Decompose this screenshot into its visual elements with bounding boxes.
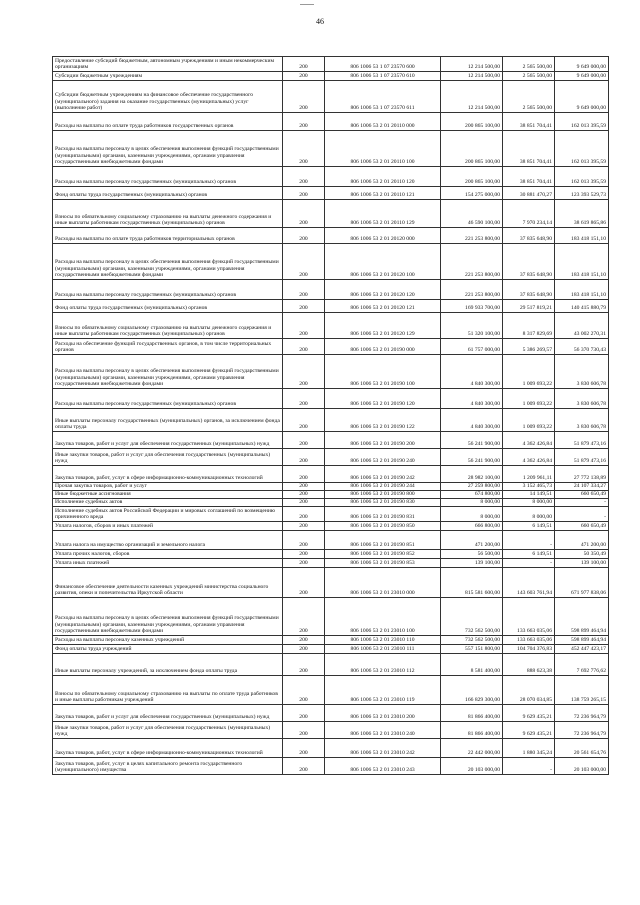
row-executed-amount-cell: 7 970 234,14: [503, 200, 555, 228]
row-classification-code-cell: 806 1006 53 2 01 20190 800: [325, 491, 441, 499]
row-unexecuted-amount-cell: 138 759 265,15: [555, 676, 609, 705]
row-approved-amount-cell: 20 103 000,00: [441, 758, 503, 775]
row-name-cell: Расходы на выплаты персоналу государственных (муниципальных) органов: [53, 280, 283, 300]
row-executed-amount-cell: 1 880 345,24: [503, 739, 555, 758]
table-row: [53, 313, 609, 339]
row-name-cell: Уплата иных платежей: [53, 559, 283, 568]
row-name-cell: Закупка товаров, работ и услуг для обеспечения государственных (муниципальных) нужд: [53, 705, 283, 722]
row-classification-code-cell: 806 1006 53 2 01 20120 000: [325, 228, 441, 244]
row-unexecuted-amount-cell: 660 650,49: [555, 522, 609, 531]
table-row: [53, 568, 609, 598]
row-approved-amount-cell: 471 200,00: [441, 531, 503, 550]
row-admin-code-cell: 200: [283, 550, 325, 559]
row-unexecuted-amount-cell: 50 350,49: [555, 550, 609, 559]
row-executed-amount-cell: 38 851 704,41: [503, 131, 555, 167]
row-unexecuted-amount-cell: 183 418 151,10: [555, 228, 609, 244]
row-admin-code-cell: 200: [283, 113, 325, 131]
table-row: [53, 131, 609, 167]
row-classification-code-cell: 806 1006 53 2 01 20190 852: [325, 550, 441, 559]
row-name-cell: Фонд оплаты труда государственных (муниципальных) органов: [53, 300, 283, 313]
row-approved-amount-cell: 166 829 300,00: [441, 676, 503, 705]
row-admin-code-cell: 200: [283, 244, 325, 280]
row-admin-code-cell: 200: [283, 389, 325, 409]
row-admin-code-cell: 200: [283, 598, 325, 636]
row-unexecuted-amount-cell: 72 236 964,79: [555, 722, 609, 739]
row-executed-amount-cell: 2 565 500,00: [503, 72, 555, 81]
row-unexecuted-amount-cell: 162 013 395,59: [555, 113, 609, 131]
row-approved-amount-cell: 169 933 700,00: [441, 300, 503, 313]
row-executed-amount-cell: 8 317 829,69: [503, 313, 555, 339]
row-admin-code-cell: 200: [283, 280, 325, 300]
row-executed-amount-cell: 4 362 426,84: [503, 432, 555, 449]
row-name-cell: Иные закупки товаров, работ и услуг для обеспечения государственных (муниципальных) нужд: [53, 449, 283, 466]
row-executed-amount-cell: 133 663 035,06: [503, 598, 555, 636]
table-row: [53, 507, 609, 522]
row-approved-amount-cell: 8 581 400,00: [441, 654, 503, 676]
row-classification-code-cell: 806 1006 53 2 01 20110 100: [325, 131, 441, 167]
row-executed-amount-cell: 38 851 704,41: [503, 167, 555, 187]
row-name-cell: Расходы на выплаты персоналу в целях обеспечения выполнения функций государственными (муниципальными) органами, казенными учреждениями, органами управления государственными внебюджетными фондами: [53, 598, 283, 636]
budget-table-body: [53, 57, 609, 775]
row-executed-amount-cell: -: [503, 559, 555, 568]
row-unexecuted-amount-cell: 43 002 270,31: [555, 313, 609, 339]
row-admin-code-cell: 200: [283, 645, 325, 654]
row-unexecuted-amount-cell: 3 830 606,78: [555, 409, 609, 432]
row-executed-amount-cell: 38 851 704,41: [503, 113, 555, 131]
row-executed-amount-cell: 8 000,00: [503, 499, 555, 507]
row-classification-code-cell: 806 1006 53 2 01 20190 242: [325, 466, 441, 483]
row-classification-code-cell: 806 1006 53 2 01 20190 200: [325, 432, 441, 449]
row-name-cell: Закупка товаров, работ, услуг в сфере информационно-коммуникационных технологий: [53, 466, 283, 483]
table-row: [53, 187, 609, 200]
row-approved-amount-cell: 666 800,00: [441, 522, 503, 531]
row-approved-amount-cell: 56 500,00: [441, 550, 503, 559]
row-admin-code-cell: 200: [283, 339, 325, 355]
table-row: [53, 300, 609, 313]
row-admin-code-cell: 200: [283, 491, 325, 499]
row-executed-amount-cell: 9 629 435,21: [503, 705, 555, 722]
row-admin-code-cell: 200: [283, 676, 325, 705]
row-unexecuted-amount-cell: 3 830 606,78: [555, 389, 609, 409]
table-row: [53, 200, 609, 228]
row-admin-code-cell: 200: [283, 300, 325, 313]
row-name-cell: Финансовое обеспечение деятельности казенных учреждений министерства социального развития, опеки и попечительства Иркутской области: [53, 568, 283, 598]
row-approved-amount-cell: 221 253 800,00: [441, 280, 503, 300]
row-name-cell: Взносы по обязательному социальному страхованию на выплаты денежного содержания и иные выплаты работникам государственных (муниципальных) органов: [53, 313, 283, 339]
row-name-cell: Взносы по обязательному социальному страхованию на выплаты по оплате труда работников и иные выплаты работникам учреждений: [53, 676, 283, 705]
row-classification-code-cell: 806 1006 53 2 01 23010 111: [325, 645, 441, 654]
row-classification-code-cell: 806 1006 53 2 01 20110 129: [325, 200, 441, 228]
row-name-cell: Исполнение судебных актов: [53, 499, 283, 507]
row-approved-amount-cell: 81 866 400,00: [441, 722, 503, 739]
row-admin-code-cell: 200: [283, 466, 325, 483]
row-admin-code-cell: 200: [283, 722, 325, 739]
table-row: [53, 522, 609, 531]
table-row: [53, 559, 609, 568]
row-executed-amount-cell: -: [503, 758, 555, 775]
row-classification-code-cell: 806 1006 53 2 01 20190 120: [325, 389, 441, 409]
row-classification-code-cell: 806 1006 53 2 01 20190 851: [325, 531, 441, 550]
row-admin-code-cell: 200: [283, 507, 325, 522]
row-approved-amount-cell: 139 100,00: [441, 559, 503, 568]
table-row: [53, 57, 609, 72]
row-executed-amount-cell: 28 070 034,85: [503, 676, 555, 705]
row-admin-code-cell: 200: [283, 72, 325, 81]
row-classification-code-cell: 806 1006 53 1 07 23570 611: [325, 81, 441, 113]
row-unexecuted-amount-cell: 162 013 395,59: [555, 131, 609, 167]
row-unexecuted-amount-cell: 183 418 151,10: [555, 280, 609, 300]
row-unexecuted-amount-cell: 9 649 000,00: [555, 72, 609, 81]
row-approved-amount-cell: 200 865 100,00: [441, 167, 503, 187]
row-executed-amount-cell: 5 386 269,57: [503, 339, 555, 355]
row-executed-amount-cell: 888 623,38: [503, 654, 555, 676]
table-row: [53, 167, 609, 187]
row-executed-amount-cell: 143 603 761,94: [503, 568, 555, 598]
row-executed-amount-cell: 1 009 693,22: [503, 409, 555, 432]
row-name-cell: Фонд оплаты труда государственных (муниципальных) органов: [53, 187, 283, 200]
row-approved-amount-cell: 674 800,00: [441, 491, 503, 499]
row-name-cell: Иные бюджетные ассигнования: [53, 491, 283, 499]
row-admin-code-cell: 200: [283, 449, 325, 466]
row-classification-code-cell: 806 1006 53 2 01 23010 100: [325, 598, 441, 636]
row-executed-amount-cell: 4 362 426,84: [503, 449, 555, 466]
row-executed-amount-cell: 6 149,51: [503, 522, 555, 531]
table-row: [53, 636, 609, 645]
row-executed-amount-cell: 37 835 648,90: [503, 244, 555, 280]
row-executed-amount-cell: 30 881 470,27: [503, 187, 555, 200]
row-admin-code-cell: 200: [283, 758, 325, 775]
row-executed-amount-cell: 133 663 035,06: [503, 636, 555, 645]
row-classification-code-cell: 806 1006 53 2 01 20190 853: [325, 559, 441, 568]
row-approved-amount-cell: 4 840 300,00: [441, 409, 503, 432]
row-classification-code-cell: 806 1006 53 2 01 20190 244: [325, 483, 441, 491]
row-name-cell: Субсидии бюджетным учреждениям: [53, 72, 283, 81]
row-classification-code-cell: 806 1006 53 2 01 20190 122: [325, 409, 441, 432]
row-admin-code-cell: 200: [283, 432, 325, 449]
table-row: [53, 491, 609, 499]
table-row: [53, 389, 609, 409]
row-admin-code-cell: 200: [283, 81, 325, 113]
table-row: [53, 228, 609, 244]
row-classification-code-cell: 806 1006 53 2 01 20110 121: [325, 187, 441, 200]
row-approved-amount-cell: 8 000,00: [441, 499, 503, 507]
row-classification-code-cell: 806 1006 53 2 01 20120 100: [325, 244, 441, 280]
row-unexecuted-amount-cell: 20 561 654,76: [555, 739, 609, 758]
row-approved-amount-cell: 732 562 500,00: [441, 598, 503, 636]
row-classification-code-cell: 806 1006 53 1 07 23570 600: [325, 57, 441, 72]
row-classification-code-cell: 806 1006 53 2 01 20190 831: [325, 507, 441, 522]
row-name-cell: Расходы на выплаты по оплате труда работников территориальных органов: [53, 228, 283, 244]
row-unexecuted-amount-cell: 3 830 606,78: [555, 355, 609, 389]
row-approved-amount-cell: 221 253 800,00: [441, 228, 503, 244]
row-executed-amount-cell: 9 629 435,21: [503, 722, 555, 739]
row-name-cell: Исполнение судебных актов Российской Федерации и мировых соглашений по возмещению причиненного вреда: [53, 507, 283, 522]
row-executed-amount-cell: 14 149,51: [503, 491, 555, 499]
table-row: [53, 280, 609, 300]
row-classification-code-cell: 806 1006 53 2 01 23010 112: [325, 654, 441, 676]
row-classification-code-cell: 806 1006 53 2 01 20110 120: [325, 167, 441, 187]
row-admin-code-cell: 200: [283, 636, 325, 645]
row-executed-amount-cell: 6 149,51: [503, 550, 555, 559]
table-row: [53, 739, 609, 758]
row-approved-amount-cell: 221 253 800,00: [441, 244, 503, 280]
row-name-cell: Расходы на выплаты персоналу государственных (муниципальных) органов: [53, 167, 283, 187]
row-unexecuted-amount-cell: 9 649 000,00: [555, 57, 609, 72]
row-approved-amount-cell: 56 241 900,00: [441, 432, 503, 449]
row-name-cell: Расходы на выплаты по оплате труда работников государственных органов: [53, 113, 283, 131]
row-classification-code-cell: 806 1006 53 2 01 20190 240: [325, 449, 441, 466]
row-executed-amount-cell: 104 704 376,83: [503, 645, 555, 654]
row-unexecuted-amount-cell: 38 619 865,86: [555, 200, 609, 228]
row-approved-amount-cell: 46 590 100,00: [441, 200, 503, 228]
table-row: [53, 722, 609, 739]
row-admin-code-cell: 200: [283, 568, 325, 598]
table-row: [53, 449, 609, 466]
row-unexecuted-amount-cell: 56 370 730,43: [555, 339, 609, 355]
row-executed-amount-cell: 1 009 693,22: [503, 389, 555, 409]
row-classification-code-cell: 806 1006 53 2 01 20190 850: [325, 522, 441, 531]
row-unexecuted-amount-cell: 123 393 529,73: [555, 187, 609, 200]
table-row: [53, 499, 609, 507]
row-classification-code-cell: 806 1006 53 2 01 23010 110: [325, 636, 441, 645]
table-row: [53, 355, 609, 389]
row-classification-code-cell: 806 1006 53 2 01 23010 242: [325, 739, 441, 758]
row-unexecuted-amount-cell: -: [555, 499, 609, 507]
row-unexecuted-amount-cell: -: [555, 507, 609, 522]
table-row: [53, 339, 609, 355]
row-unexecuted-amount-cell: 139 100,00: [555, 559, 609, 568]
row-unexecuted-amount-cell: 7 692 776,62: [555, 654, 609, 676]
row-unexecuted-amount-cell: 51 879 473,16: [555, 432, 609, 449]
table-row: [53, 598, 609, 636]
row-classification-code-cell: 806 1006 53 1 07 23570 610: [325, 72, 441, 81]
row-classification-code-cell: 806 1006 53 2 01 23010 200: [325, 705, 441, 722]
row-unexecuted-amount-cell: 162 013 395,59: [555, 167, 609, 187]
row-name-cell: Иные закупки товаров, работ и услуг для обеспечения государственных (муниципальных) нужд: [53, 722, 283, 739]
row-admin-code-cell: 200: [283, 499, 325, 507]
row-classification-code-cell: 806 1006 53 2 01 20120 129: [325, 313, 441, 339]
row-approved-amount-cell: 12 214 500,00: [441, 57, 503, 72]
row-name-cell: Предоставление субсидий бюджетным, автономным учреждениям и иным некоммерческим организациям: [53, 57, 283, 72]
table-row: [53, 81, 609, 113]
row-unexecuted-amount-cell: 660 650,49: [555, 491, 609, 499]
row-admin-code-cell: 200: [283, 131, 325, 167]
row-classification-code-cell: 806 1006 53 2 01 20190 100: [325, 355, 441, 389]
row-approved-amount-cell: 154 275 000,00: [441, 187, 503, 200]
row-admin-code-cell: 200: [283, 654, 325, 676]
row-name-cell: Закупка товаров, работ, услуг в сфере информационно-коммуникационных технологий: [53, 739, 283, 758]
row-executed-amount-cell: 29 517 819,21: [503, 300, 555, 313]
row-unexecuted-amount-cell: 27 772 138,89: [555, 466, 609, 483]
row-classification-code-cell: 806 1006 53 2 01 20190 000: [325, 339, 441, 355]
table-row: [53, 758, 609, 775]
row-admin-code-cell: 200: [283, 483, 325, 491]
row-executed-amount-cell: 2 565 500,00: [503, 57, 555, 72]
row-admin-code-cell: 200: [283, 200, 325, 228]
row-name-cell: Расходы на выплаты персоналу государственных (муниципальных) органов: [53, 389, 283, 409]
budget-table: [52, 56, 609, 775]
row-classification-code-cell: 806 1006 53 2 01 23010 243: [325, 758, 441, 775]
row-name-cell: Расходы на выплаты персоналу в целях обеспечения выполнения функций государственными (муниципальными) органами, казенными учреждениями, органами управления государственными внебюджетными фондами: [53, 244, 283, 280]
row-admin-code-cell: 200: [283, 355, 325, 389]
row-approved-amount-cell: 27 259 800,00: [441, 483, 503, 491]
table-row: [53, 550, 609, 559]
row-admin-code-cell: 200: [283, 228, 325, 244]
row-name-cell: Прочая закупка товаров, работ и услуг: [53, 483, 283, 491]
row-classification-code-cell: 806 1006 53 2 01 20110 000: [325, 113, 441, 131]
table-row: [53, 113, 609, 131]
table-row: [53, 432, 609, 449]
row-unexecuted-amount-cell: 671 977 838,06: [555, 568, 609, 598]
row-classification-code-cell: 806 1006 53 2 01 23010 000: [325, 568, 441, 598]
table-row: [53, 645, 609, 654]
row-unexecuted-amount-cell: 24 107 334,27: [555, 483, 609, 491]
row-name-cell: Уплата налогов, сборов и иных платежей: [53, 522, 283, 531]
row-approved-amount-cell: 4 840 300,00: [441, 355, 503, 389]
row-unexecuted-amount-cell: 140 415 880,79: [555, 300, 609, 313]
row-classification-code-cell: 806 1006 53 2 01 20120 121: [325, 300, 441, 313]
table-row: [53, 654, 609, 676]
row-approved-amount-cell: 61 757 000,00: [441, 339, 503, 355]
row-admin-code-cell: 200: [283, 313, 325, 339]
row-approved-amount-cell: 51 320 100,00: [441, 313, 503, 339]
row-executed-amount-cell: -: [503, 531, 555, 550]
row-approved-amount-cell: 8 000,00: [441, 507, 503, 522]
row-admin-code-cell: 200: [283, 739, 325, 758]
row-executed-amount-cell: 37 835 648,90: [503, 280, 555, 300]
row-unexecuted-amount-cell: 471 200,00: [555, 531, 609, 550]
table-row: [53, 705, 609, 722]
row-approved-amount-cell: 200 865 100,00: [441, 131, 503, 167]
row-classification-code-cell: 806 1006 53 2 01 20120 120: [325, 280, 441, 300]
row-unexecuted-amount-cell: 598 899 464,94: [555, 598, 609, 636]
table-row: [53, 531, 609, 550]
table-row: [53, 466, 609, 483]
table-row: [53, 676, 609, 705]
row-admin-code-cell: 200: [283, 409, 325, 432]
row-unexecuted-amount-cell: 183 418 151,10: [555, 244, 609, 280]
row-approved-amount-cell: 28 982 100,00: [441, 466, 503, 483]
row-classification-code-cell: 806 1006 53 2 01 20190 830: [325, 499, 441, 507]
row-classification-code-cell: 806 1006 53 2 01 23010 240: [325, 722, 441, 739]
row-admin-code-cell: 200: [283, 57, 325, 72]
row-executed-amount-cell: 37 835 648,90: [503, 228, 555, 244]
row-name-cell: Закупка товаров, работ и услуг для обеспечения государственных (муниципальных) нужд: [53, 432, 283, 449]
row-executed-amount-cell: 2 565 500,00: [503, 81, 555, 113]
row-approved-amount-cell: 557 151 800,00: [441, 645, 503, 654]
row-admin-code-cell: 200: [283, 559, 325, 568]
row-name-cell: Расходы на выплаты персоналу казенных учреждений: [53, 636, 283, 645]
row-unexecuted-amount-cell: 598 899 464,94: [555, 636, 609, 645]
row-admin-code-cell: 200: [283, 522, 325, 531]
row-name-cell: Закупка товаров, работ, услуг в целях капитального ремонта государственного (муниципального) имущества: [53, 758, 283, 775]
row-unexecuted-amount-cell: 51 879 473,16: [555, 449, 609, 466]
row-admin-code-cell: 200: [283, 531, 325, 550]
row-approved-amount-cell: 732 562 500,00: [441, 636, 503, 645]
page-number: 46: [316, 17, 324, 26]
row-approved-amount-cell: 4 840 300,00: [441, 389, 503, 409]
row-approved-amount-cell: 81 866 400,00: [441, 705, 503, 722]
row-executed-amount-cell: 1 209 961,11: [503, 466, 555, 483]
row-name-cell: Расходы на выплаты персоналу в целях обеспечения выполнения функций государственными (муниципальными) органами, казенными учреждениями, органами управления государственными внебюджетными фондами: [53, 131, 283, 167]
row-approved-amount-cell: 56 241 900,00: [441, 449, 503, 466]
row-name-cell: Взносы по обязательному социальному страхованию на выплаты денежного содержания и иные выплаты работникам государственных (муниципальных) органов: [53, 200, 283, 228]
top-mark: [300, 4, 314, 5]
row-executed-amount-cell: 1 009 693,22: [503, 355, 555, 389]
row-admin-code-cell: 200: [283, 705, 325, 722]
table-row: [53, 244, 609, 280]
row-unexecuted-amount-cell: 20 103 000,00: [555, 758, 609, 775]
row-admin-code-cell: 200: [283, 167, 325, 187]
row-approved-amount-cell: 12 214 500,00: [441, 72, 503, 81]
row-name-cell: Иные выплаты персоналу государственных (муниципальных) органов, за исключением фонда оплаты труда: [53, 409, 283, 432]
row-name-cell: Уплата налога на имущество организаций и земельного налога: [53, 531, 283, 550]
row-executed-amount-cell: 3 152 465,73: [503, 483, 555, 491]
row-approved-amount-cell: 22 442 000,00: [441, 739, 503, 758]
table-row: [53, 409, 609, 432]
row-approved-amount-cell: 200 865 100,00: [441, 113, 503, 131]
row-name-cell: Расходы на обеспечение функций государственных органов, в том числе территориальных органов: [53, 339, 283, 355]
table-row: [53, 72, 609, 81]
row-admin-code-cell: 200: [283, 187, 325, 200]
row-approved-amount-cell: 815 581 600,00: [441, 568, 503, 598]
table-row: [53, 483, 609, 491]
row-unexecuted-amount-cell: 72 236 964,79: [555, 705, 609, 722]
row-unexecuted-amount-cell: 9 649 000,00: [555, 81, 609, 113]
row-classification-code-cell: 806 1006 53 2 01 23010 119: [325, 676, 441, 705]
row-executed-amount-cell: 8 000,00: [503, 507, 555, 522]
row-name-cell: Фонд оплаты труда учреждений: [53, 645, 283, 654]
row-name-cell: Расходы на выплаты персоналу в целях обеспечения выполнения функций государственными (муниципальными) органами, казенными учреждениями, органами управления государственными внебюджетными фондами: [53, 355, 283, 389]
row-name-cell: Уплата прочих налогов, сборов: [53, 550, 283, 559]
row-name-cell: Субсидии бюджетным учреждениям на финансовое обеспечение государственного (муниципального) задания на оказание государственных (муниципальных) услуг (выполнение работ): [53, 81, 283, 113]
row-approved-amount-cell: 12 214 500,00: [441, 81, 503, 113]
row-name-cell: Иные выплаты персоналу учреждений, за исключением фонда оплаты труда: [53, 654, 283, 676]
row-unexecuted-amount-cell: 452 447 423,17: [555, 645, 609, 654]
